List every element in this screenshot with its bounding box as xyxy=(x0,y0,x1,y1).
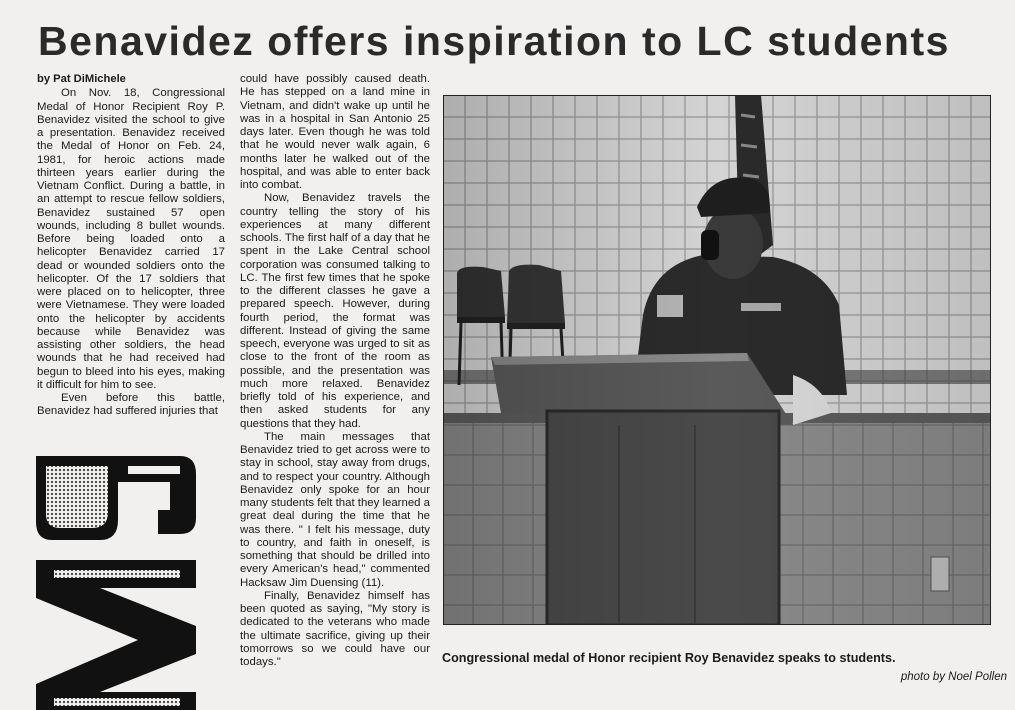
article-paragraph: On Nov. 18, Congressional Medal of Honor Recipient Roy P. Benavidez visited the school to give a presentation. Benavidez received the Medal of Honor on Feb. 24, 1981, for heroic actions made thirteen years earlier during the Vietnam Conflict. During a battle, in an attempt to rescue fellow soldiers, Benavidez sustained 57 open wounds, including 8 bullet wounds. Before being loaded onto a helicopter Benavidez carried 17 dead or wounded soldiers onto the helicopter. Of the 17 soldiers that were placed on to helicopter, three were Vietnamese. They were loaded onto the helicopter by accidents because while Benavidez was assisting other soldiers, the head wounds that he had received had begun to bleed into his eyes, making it difficult for him to see. xyxy=(37,87,225,391)
photo-caption: Congressional medal of Honor recipient Roy Benavidez speaks to students. xyxy=(442,651,896,665)
article-paragraph: Finally, Benavidez himself has been quoted as saying, "My story is dedicated to the veterans who made the ultimate sacrifice, giving up their tomorrows so we could have our todays." xyxy=(240,589,430,668)
section-banner-graphic xyxy=(30,448,205,710)
speaker-photo xyxy=(443,95,991,625)
byline: by Pat DiMichele xyxy=(37,73,126,85)
headline: Benavidez offers inspiration to LC students xyxy=(38,18,950,64)
article-column-2 xyxy=(240,73,430,669)
article-paragraph: Now, Benavidez travels the country telling the story of his experiences at many different schools. The first half of a day that he spent in the Lake Central school corporation was consumed talking to LC. The first few times that he spoke to the different classes he gave a prepared speech. However, during fourth period, the format was different. Instead of giving the same speech, everyone was urged to sit as close to the front of the room as possible, and the presentation was much more relaxed. Benavidez briefly told of his experience, and then asked students for any questions that they had. xyxy=(240,192,430,430)
article-column-1 xyxy=(37,73,225,419)
article-paragraph: could have possibly caused death. He has stepped on a land mine in Vietnam, and didn't wake up until he was in a hospital in San Antonio 25 days later. Even though he was told that he would never walk again, 6 months later he walked out of the hospital, and was able to enter back into combat. xyxy=(240,73,430,191)
article-paragraph: The main messages that Benavidez tried to get across were to stay in school, stay away from drugs, and to respect your country. Although Benavidez only spoke for an hour many students felt that they learned a great deal during the time that he was there. " I felt his message, duty to country, and faith in oneself, is something that should be drilled into every American's head," commented Hacksaw Jim Duensing (11). xyxy=(240,430,430,589)
photo-credit: photo by Noel Pollen xyxy=(900,671,1007,683)
article-paragraph: Even before this battle, Benavidez had suffered injuries that xyxy=(37,392,225,418)
